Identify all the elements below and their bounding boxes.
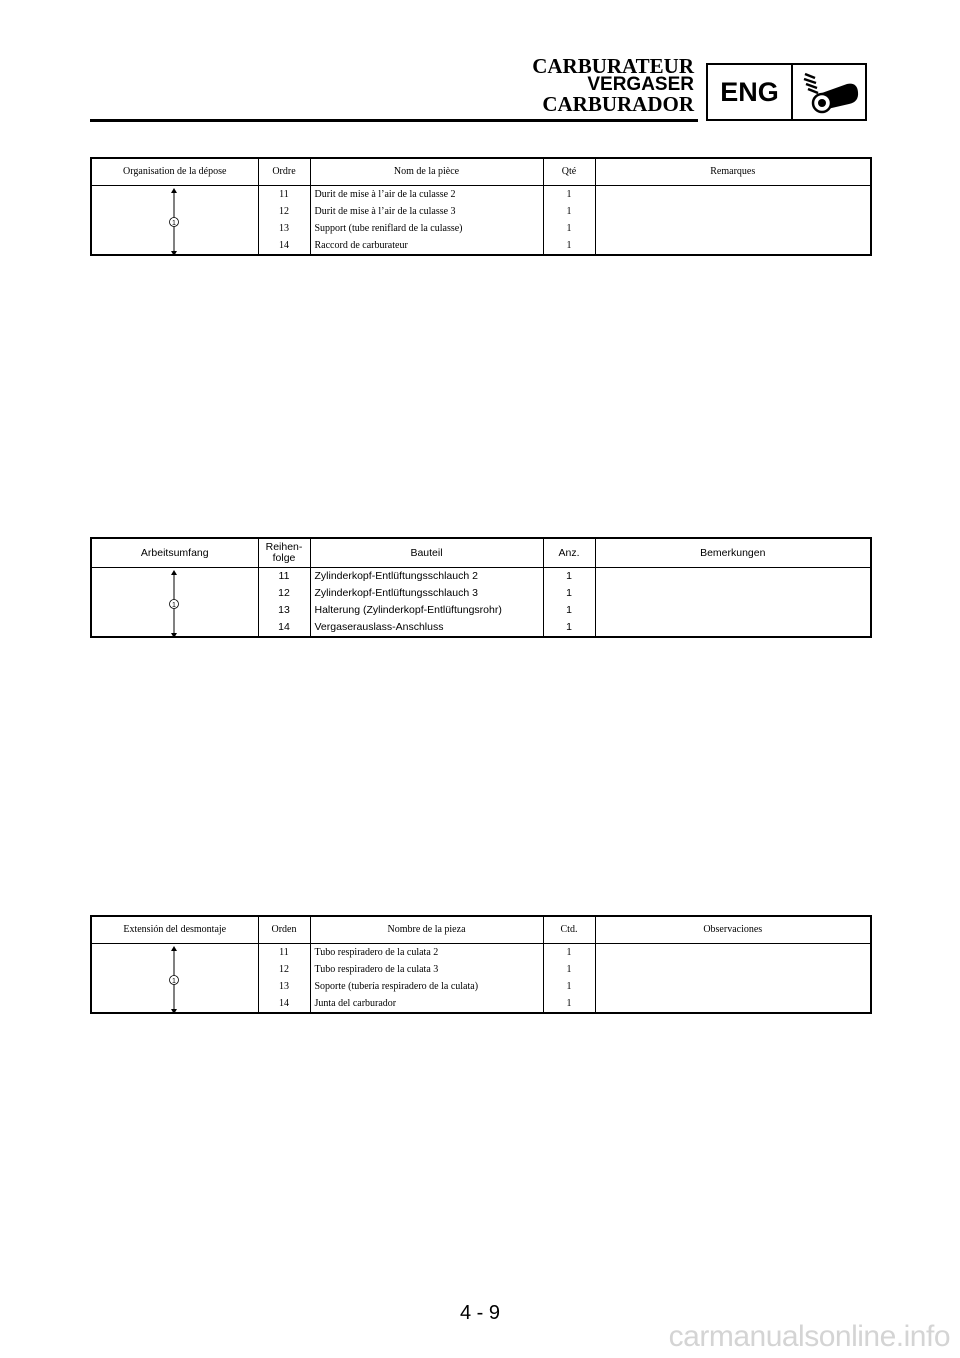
order-cell: 12 (258, 585, 310, 602)
part-cell: Raccord de carburateur (310, 237, 543, 255)
qty-cell: 1 (543, 185, 595, 203)
table-row (91, 943, 871, 961)
part-cell: Zylinderkopf-Entlüftungsschlauch 3 (310, 585, 543, 602)
remarks-cell (595, 185, 871, 255)
header-scope: Arbeitsumfang (91, 538, 258, 567)
header-part-name: Nombre de la pieza (310, 916, 543, 943)
order-cell: 11 (258, 185, 310, 203)
header-remarks: Bemerkungen (595, 538, 871, 567)
remarks-cell (595, 567, 871, 637)
header-part-name: Bauteil (310, 538, 543, 567)
qty-cell: 1 (543, 961, 595, 978)
header-order-line1: Reihen- (265, 540, 303, 553)
remarks-cell (595, 943, 871, 1013)
parts-table-french (90, 157, 872, 256)
order-cell: 12 (258, 203, 310, 220)
scope-cell (91, 943, 258, 1013)
title-german: VERGASER (587, 74, 694, 95)
scope-range-arrow (168, 570, 180, 637)
engine-piston-icon (793, 65, 865, 119)
order-cell: 13 (258, 602, 310, 619)
qty-cell: 1 (543, 978, 595, 995)
part-cell: Tubo respiradero de la culata 2 (310, 943, 543, 961)
scope-marker: 1 (172, 219, 176, 227)
scope-cell (91, 185, 258, 255)
order-cell: 14 (258, 619, 310, 637)
qty-cell: 1 (543, 943, 595, 961)
part-cell: Halterung (Zylinderkopf-Entlüftungsrohr) (310, 602, 543, 619)
header-scope: Extensión del desmontaje (91, 916, 258, 943)
header-order: Orden (258, 916, 310, 943)
order-cell: 14 (258, 995, 310, 1013)
qty-cell: 1 (543, 619, 595, 637)
order-cell: 13 (258, 220, 310, 237)
scope-range-arrow (168, 188, 180, 255)
header-part-name: Nom de la pièce (310, 158, 543, 185)
qty-cell: 1 (543, 602, 595, 619)
header-quantity: Qté (543, 158, 595, 185)
part-cell: Soporte (tubería respiradero de la culata) (310, 978, 543, 995)
order-cell: 11 (258, 943, 310, 961)
scope-range-arrow (168, 946, 180, 1013)
qty-cell: 1 (543, 203, 595, 220)
header-rule (90, 119, 698, 122)
qty-cell: 1 (543, 237, 595, 255)
header-quantity: Ctd. (543, 916, 595, 943)
header-order (258, 538, 310, 567)
part-cell: Zylinderkopf-Entlüftungsschlauch 2 (310, 567, 543, 585)
parts-table-spanish (90, 915, 872, 1014)
scope-cell (91, 567, 258, 637)
table-row (91, 185, 871, 203)
part-cell: Durit de mise à l’air de la culasse 2 (310, 185, 543, 203)
header-order-line2: folge (272, 551, 296, 564)
header-remarks: Remarques (595, 158, 871, 185)
qty-cell: 1 (543, 220, 595, 237)
title-spanish: CARBURADOR (542, 92, 694, 116)
header-order: Ordre (258, 158, 310, 185)
parts-table-german (90, 537, 872, 638)
qty-cell: 1 (543, 995, 595, 1013)
header-quantity: Anz. (543, 538, 595, 567)
part-cell: Support (tube reniflard de la culasse) (310, 220, 543, 237)
qty-cell: 1 (543, 585, 595, 602)
order-cell: 13 (258, 978, 310, 995)
part-cell: Tubo respiradero de la culata 3 (310, 961, 543, 978)
title-french: CARBURATEUR (532, 54, 694, 78)
table-row (91, 567, 871, 585)
header-scope: Organisation de la dépose (91, 158, 258, 185)
scope-marker: 1 (172, 601, 176, 609)
scope-marker: 1 (172, 977, 176, 985)
page-number: 4 - 9 (459, 1302, 501, 1324)
section-badge (706, 63, 867, 121)
order-cell: 12 (258, 961, 310, 978)
order-cell: 11 (258, 567, 310, 585)
header-remarks: Observaciones (595, 916, 871, 943)
part-cell: Durit de mise à l’air de la culasse 3 (310, 203, 543, 220)
section-code: ENG (708, 65, 793, 119)
qty-cell: 1 (543, 567, 595, 585)
order-cell: 14 (258, 237, 310, 255)
part-cell: Junta del carburador (310, 995, 543, 1013)
part-cell: Vergaserauslass-Anschluss (310, 619, 543, 637)
watermark: carmanualsonline.info (668, 1320, 950, 1353)
